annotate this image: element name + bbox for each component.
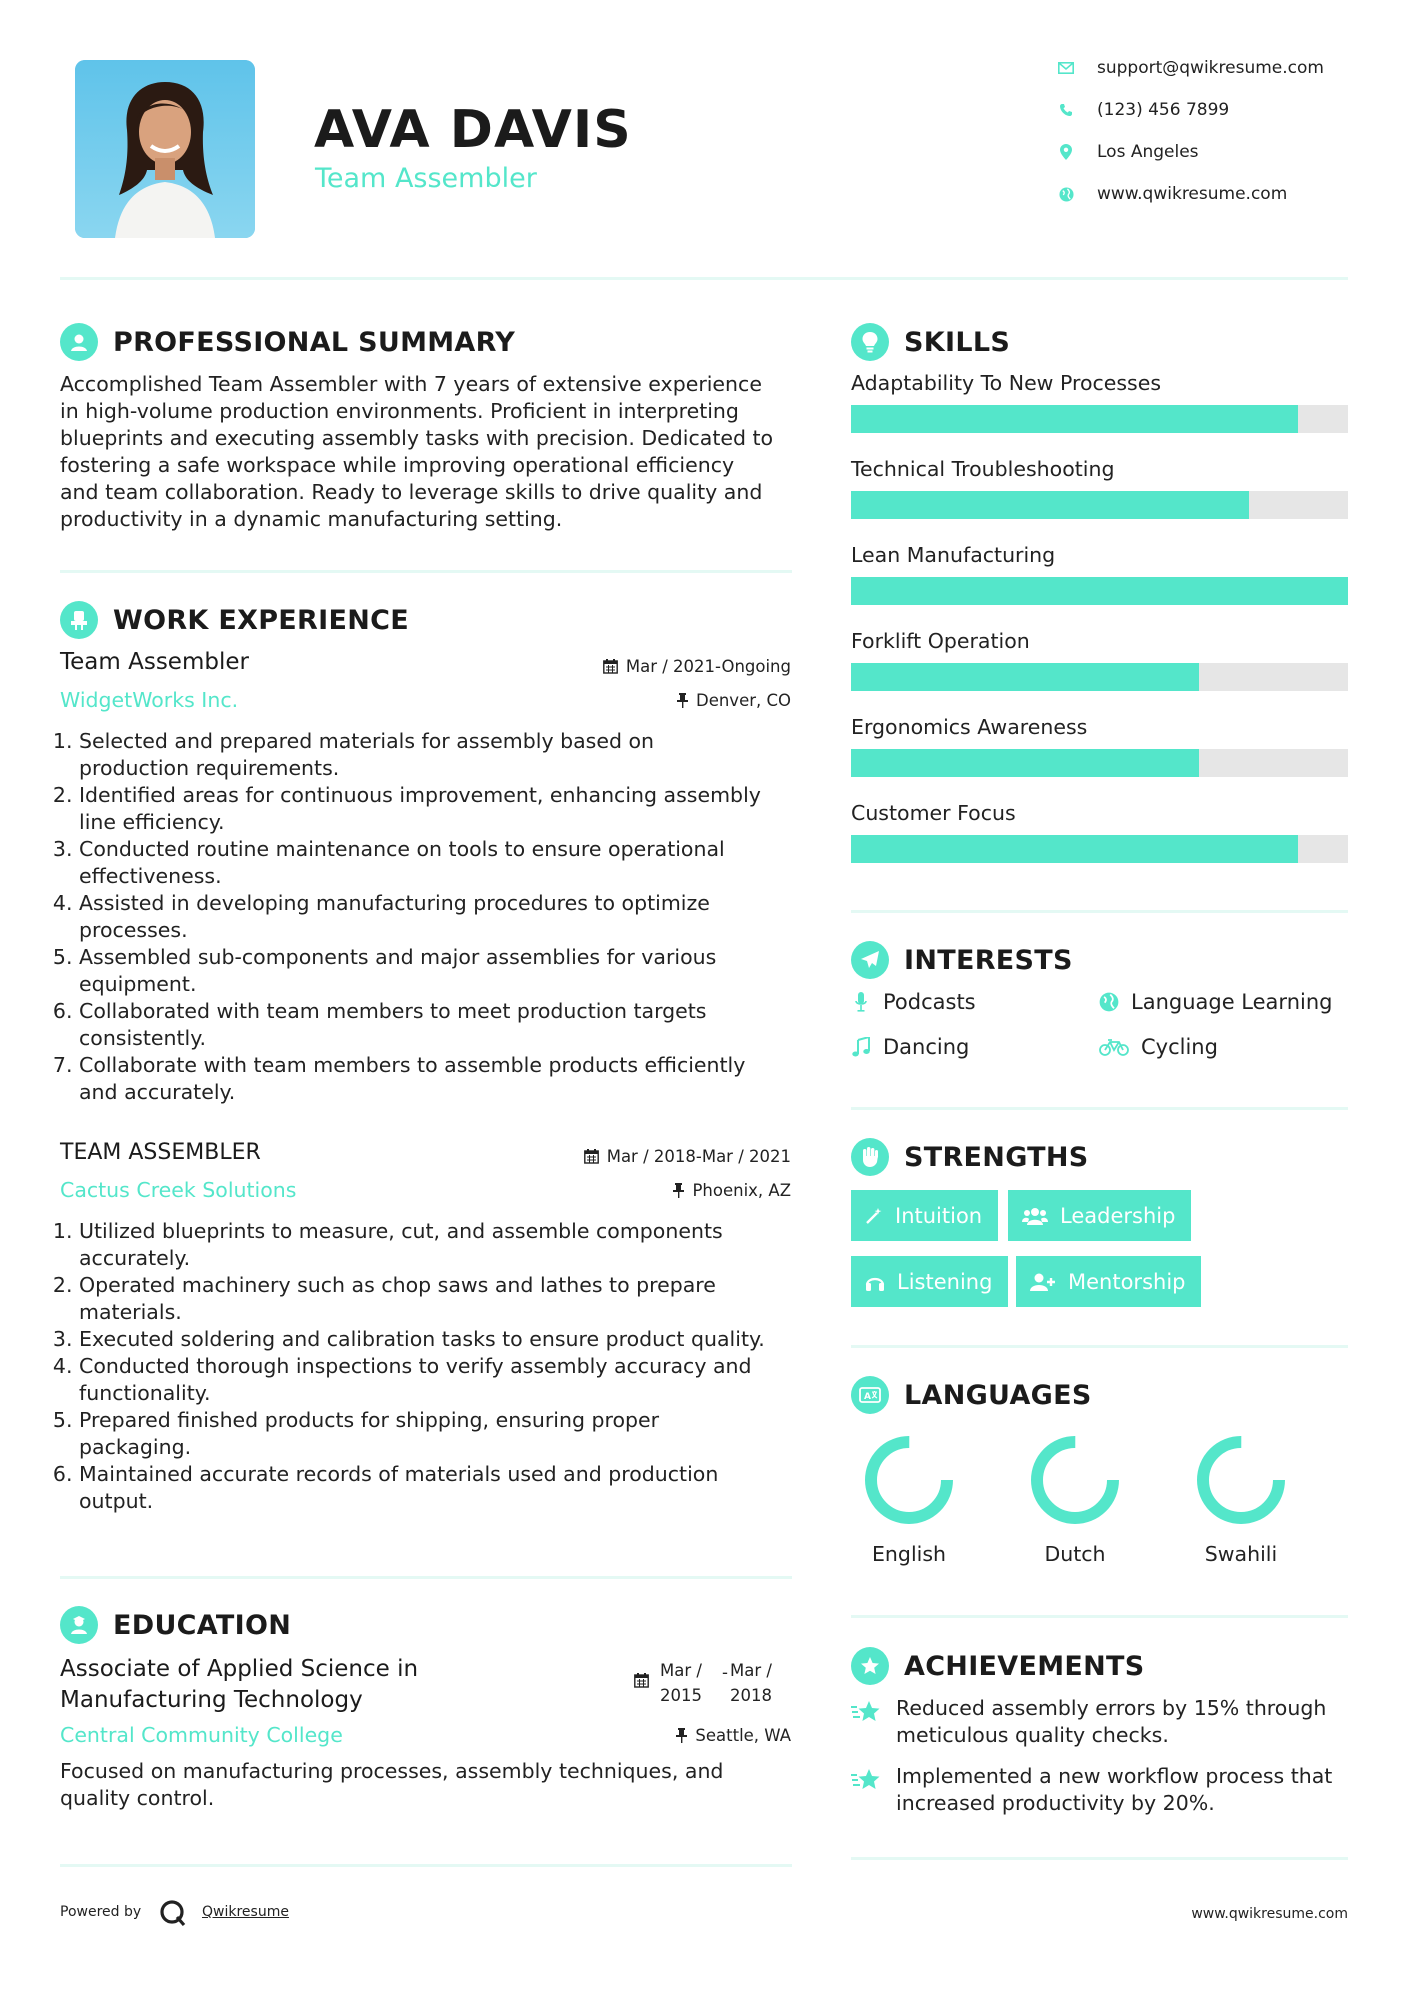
list-item: 3. Conducted routine maintenance on tools to ensure operational effectiveness. [79,836,800,890]
section-divider [60,1864,792,1867]
list-item: 5. Assembled sub-components and major assemblies for various equipment. [79,944,800,998]
list-item: 7. Collaborate with team members to assemble products efficiently and accurately. [79,1052,800,1106]
candidate-name: AVA DAVIS [314,100,632,160]
job-1-company: WidgetWorks Inc. [60,688,239,712]
language-ring-swahili [1191,1430,1291,1530]
job-2-location: Phoenix, AZ [500,1181,791,1200]
candidate-title: Team Assembler [315,163,537,194]
contact-phone[interactable] [1055,100,1229,120]
section-divider [851,910,1348,913]
pushpin-icon [677,693,688,708]
interest-cycling: Cycling [1099,1035,1218,1059]
star-badge-icon [851,1647,889,1685]
list-item: 3. Executed soldering and calibration tasks to ensure product quality. [79,1326,800,1353]
experience-heading: WORK EXPERIENCE [60,601,409,639]
skills-heading: SKILLS [851,323,1010,361]
fist-icon [851,1138,889,1176]
education-description: Focused on manufacturing processes, assembly techniques, and quality control. [60,1759,724,1810]
language-swahili: Swahili [1204,1542,1278,1566]
job-2-date: Mar / 2018-Mar / 2021 [500,1147,791,1166]
contact-website-text: www.qwikresume.com [1097,184,1288,204]
contact-email-text: support@qwikresume.com [1097,58,1324,78]
list-item: 1. Selected and prepared materials for assembly based on production requirements. [79,728,800,782]
star-icon [851,1767,883,1797]
section-divider [851,1615,1348,1618]
footer-website[interactable]: www.qwikresume.com [1191,1906,1348,1922]
skill-item: Technical Troubleshooting [851,457,1348,543]
user-circle-icon [60,323,98,361]
section-divider [851,1345,1348,1348]
svg-text:A: A [864,1392,871,1402]
envelope-icon [1055,62,1077,74]
contact-email[interactable] [1055,58,1324,78]
list-item: 4. Conducted thorough inspections to verify assembly accuracy and functionality. [79,1353,800,1407]
job-1-duties [60,728,800,1106]
skill-bar-fill [851,577,1348,605]
pushpin-icon [673,1183,684,1198]
languages-heading: A LANGUAGES [851,1376,1092,1414]
skill-bar [851,663,1348,691]
job-1-title: Team Assembler [60,649,249,675]
list-item: 5. Prepared finished products for shipping, ensuring proper packaging. [79,1407,800,1461]
lightbulb-icon [851,323,889,361]
skill-bar [851,491,1348,519]
skill-item: Lean Manufacturing [851,543,1348,629]
list-item: 2. Identified areas for continuous improvement, enhancing assembly line efficiency. [79,782,800,836]
contact-location [1055,142,1199,162]
education-location: Seattle, WA [500,1726,791,1745]
phone-icon [1055,103,1077,117]
interests-heading: INTERESTS [851,941,1073,979]
skill-bar [851,835,1348,863]
language-dutch: Dutch [1044,1542,1106,1566]
users-icon [1022,1207,1048,1225]
skill-item: Forklift Operation [851,629,1348,715]
interest-dancing: Dancing [851,1035,969,1059]
skill-item: Customer Focus [851,801,1348,887]
globe-icon [1099,992,1119,1012]
language-english: English [871,1542,947,1566]
school-name: Central Community College [60,1723,343,1747]
profile-photo [75,60,255,238]
user-plus-icon [1030,1273,1056,1291]
language-ring-dutch [1025,1430,1125,1530]
strength-mentorship: Mentorship [1016,1256,1201,1307]
briefcase-icon [60,601,98,639]
strengths-heading: STRENGTHS [851,1138,1089,1176]
job-2-title: TEAM ASSEMBLER [60,1140,261,1165]
skill-bar-fill [851,835,1298,863]
qwikresume-link[interactable]: Qwikresume [202,1904,289,1920]
list-item: 2. Operated machinery such as chop saws and lathes to prepare materials. [79,1272,800,1326]
calendar-icon [634,1670,649,1695]
job-1-location: Denver, CO [500,691,791,710]
job-2-company: Cactus Creek Solutions [60,1178,297,1202]
achievements-heading: ACHIEVEMENTS [851,1647,1145,1685]
paper-plane-icon [851,941,889,979]
section-divider [60,1576,792,1579]
graduate-icon [60,1606,98,1644]
list-item: 4. Assisted in developing manufacturing procedures to optimize processes. [79,890,800,944]
summary-heading: PROFESSIONAL SUMMARY [60,323,515,361]
skill-item: Adaptability To New Processes [851,371,1348,457]
skill-bar-fill [851,491,1249,519]
skill-bar-fill [851,405,1298,433]
job-2-duties [60,1218,800,1515]
skills-list [851,371,1348,887]
interest-language-learning: Language Learning [1099,990,1332,1014]
headphones-icon [865,1273,885,1291]
education-heading: EDUCATION [60,1606,291,1644]
calendar-icon [603,659,618,674]
calendar-icon [584,1149,599,1164]
header-divider [60,277,1348,280]
skill-item: Ergonomics Awareness [851,715,1348,801]
strength-leadership: Leadership [1008,1190,1191,1241]
section-divider [851,1107,1348,1110]
pushpin-icon [676,1728,687,1743]
section-divider [60,570,792,573]
star-icon [851,1699,883,1729]
degree-title: Associate of Applied Science in Manufacturing Technology [60,1656,419,1713]
list-item: 6. Collaborated with team members to meet production targets consistently. [79,998,800,1052]
contact-website[interactable] [1055,184,1287,204]
skill-bar [851,405,1348,433]
achievement-item: Implemented a new workflow process that increased productivity by 20%. [851,1763,1348,1817]
language-ring-english [859,1430,959,1530]
achievement-item: Reduced assembly errors by 15% through meticulous quality checks. [851,1695,1348,1749]
list-item: 1. Utilized blueprints to measure, cut, and assemble components accurately. [79,1218,800,1272]
music-note-icon [851,1037,871,1057]
skill-bar [851,749,1348,777]
languages-list [851,1425,1348,1575]
contact-location-text: Los Angeles [1097,142,1199,162]
language-card-icon [851,1376,889,1414]
job-1-date: Mar / 2021-Ongoing [500,657,791,676]
list-item: 6. Maintained accurate records of materials used and production output. [79,1461,800,1515]
map-pin-icon [1055,144,1077,160]
microphone-icon [851,992,871,1012]
skill-bar-fill [851,749,1199,777]
interest-podcasts: Podcasts [851,990,976,1014]
skill-bar [851,577,1348,605]
contact-phone-text: (123) 456 7899 [1097,100,1230,120]
qwikresume-logo-icon [158,1898,188,1932]
skill-bar-fill [851,663,1199,691]
bicycle-icon [1099,1038,1129,1056]
strength-listening: Listening [851,1256,1008,1307]
section-divider [851,1857,1348,1860]
powered-by-label: Powered by [60,1904,142,1920]
summary-text: Accomplished Team Assembler with 7 years of extensive experience in high-volume production environments. Proficient in interpreting blueprints and executing assembly tasks with precision. Dedicated to fostering a safe workspace while improving operational efficiency and team collaboration. Ready to leverage skills to drive quality and productivity in a dynamic manufacturing setting. [60,372,774,531]
strength-intuition: Intuition [851,1190,998,1241]
magic-wand-icon [865,1207,883,1225]
globe-icon [1055,187,1077,202]
